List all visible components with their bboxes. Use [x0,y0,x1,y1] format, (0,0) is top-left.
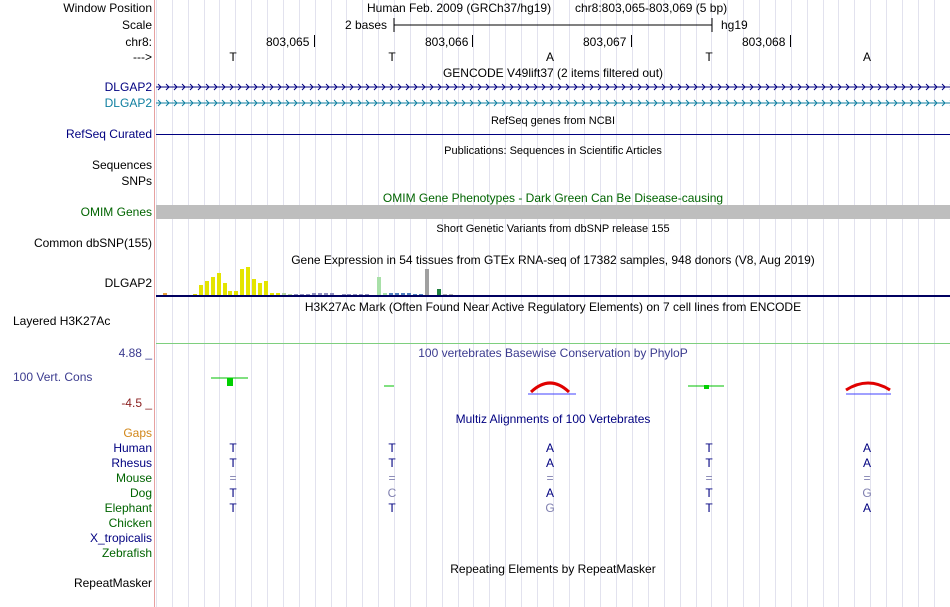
species-label[interactable]: Zebrafish [101,546,152,560]
gtex-tissue-bar[interactable] [264,281,268,295]
window-position-label: Window Position [63,1,152,15]
gtex-tissue-bar[interactable] [258,283,262,295]
gtex-track-title[interactable]: Gene Expression in 54 tissues from GTEx RNA-seq of 17382 samples, 948 donors (V8, Aug 2019) [291,253,815,267]
phylop-track-title[interactable]: 100 vertebrates Basewise Conservation by PhyloP [418,346,688,360]
gtex-tissue-bar[interactable] [377,277,381,295]
ruler-pos-1: 803,065 [266,35,310,49]
ruler-tick-2 [472,35,473,47]
species-label[interactable]: Mouse [115,471,152,485]
species-base: A [862,441,871,455]
species-base: A [545,441,554,455]
ruler-pos-4: 803,068 [742,35,786,49]
gtex-tissue-bar[interactable] [223,283,227,295]
gaps-label[interactable]: Gaps [123,426,152,440]
cons-max-label: 4.88 _ [118,346,152,360]
ruler-tick-3 [631,35,632,47]
gtex-gene-label[interactable]: DLGAP2 [104,276,152,290]
species-base: T [388,441,396,455]
ref-base-2: T [388,50,396,64]
species-label[interactable]: X_tropicalis [89,531,152,545]
ruler-pos-2: 803,066 [425,35,469,49]
gtex-tissue-bar[interactable] [217,273,221,295]
omim-track-title[interactable]: OMIM Gene Phenotypes - Dark Green Can Be Disease-causing [382,191,724,205]
window-position-value: chr8:803,065-803,069 (5 bp) [575,1,728,15]
refseq-label[interactable]: RefSeq Curated [65,127,152,141]
h3k27ac-baseline [156,343,950,344]
species-base: T [229,441,237,455]
cons-min-label: -4.5 _ [121,396,152,410]
ruler-tick-4 [790,35,791,47]
species-label[interactable]: Rhesus [111,456,152,470]
species-base: T [705,441,713,455]
omim-gene-bar[interactable] [156,205,950,219]
gtex-tissue-bar[interactable] [211,277,215,295]
snps-label[interactable]: SNPs [121,174,152,188]
gtex-tissue-bar[interactable] [252,279,256,295]
species-label[interactable]: Chicken [108,516,152,530]
species-base: T [229,501,237,515]
multiz-track-title[interactable]: Multiz Alignments of 100 Vertebrates [455,412,651,426]
phylop-signal [156,370,950,400]
scale-bar [393,17,715,33]
species-base: T [229,456,237,470]
species-base: = [705,471,713,485]
h3k27ac-label[interactable]: Layered H3K27Ac [13,314,111,328]
strand-label: ---> [133,50,152,64]
species-label[interactable]: Elephant [104,501,152,515]
gtex-tissue-bar[interactable] [425,269,429,295]
species-base: C [387,486,397,500]
gene-dlgap2-2[interactable] [156,98,950,108]
gtex-bar-chart[interactable] [156,267,950,295]
omim-label[interactable]: OMIM Genes [80,205,152,219]
species-base: G [545,501,555,515]
dbsnp-track-title[interactable]: Short Genetic Variants from dbSNP release 155 [436,223,670,235]
chr-label: chr8: [125,35,152,49]
ruler-tick-1 [314,35,315,47]
label-separator [154,0,155,607]
species-base: A [545,486,554,500]
species-base: T [388,456,396,470]
scale-label: Scale [121,18,152,32]
scale-text: 2 bases [345,18,388,32]
repeatmasker-track-title[interactable]: Repeating Elements by RepeatMasker [450,562,656,576]
gencode-track-title[interactable]: GENCODE V49lift37 (2 items filtered out) [442,66,664,80]
species-base: = [229,471,237,485]
species-base: T [388,501,396,515]
repeatmasker-label[interactable]: RepeatMasker [73,576,152,590]
species-base: A [545,456,554,470]
ref-base-1: T [229,50,237,64]
species-base: = [546,471,554,485]
species-base: T [705,501,713,515]
h3k27ac-track-title[interactable]: H3K27Ac Mark (Often Found Near Active Regulatory Elements) on 7 cell lines from ENCODE [304,300,802,314]
gene-dlgap2-1[interactable] [156,82,950,92]
scale-db: hg19 [721,18,748,32]
species-base: T [705,486,713,500]
refseq-gene-line[interactable] [156,134,950,135]
species-label[interactable]: Human [113,441,152,455]
gtex-tissue-bar[interactable] [199,285,203,295]
dbsnp-label[interactable]: Common dbSNP(155) [33,236,152,250]
refseq-track-title[interactable]: RefSeq genes from NCBI [490,115,616,127]
gtex-tissue-bar[interactable] [240,269,244,295]
publications-track-title[interactable]: Publications: Sequences in Scientific Articles [444,145,662,157]
ruler-pos-3: 803,067 [583,35,627,49]
species-base: T [705,456,713,470]
gene-label-dlgap2-2[interactable]: DLGAP2 [104,96,152,110]
gtex-gene-line [156,295,950,297]
species-base: = [388,471,396,485]
ref-base-4: T [705,50,713,64]
species-base: A [862,501,871,515]
ref-base-3: A [545,50,554,64]
sequences-label[interactable]: Sequences [91,158,152,172]
gtex-tissue-bar[interactable] [205,281,209,295]
species-base: G [862,486,872,500]
ref-base-5: A [862,50,871,64]
species-base: = [863,471,871,485]
gene-label-dlgap2-1[interactable]: DLGAP2 [104,80,152,94]
gtex-tissue-bar[interactable] [246,267,250,295]
species-base: A [862,456,871,470]
cons-label[interactable]: 100 Vert. Cons [13,370,93,384]
species-base: T [229,486,237,500]
species-label[interactable]: Dog [129,486,152,500]
assembly-title: Human Feb. 2009 (GRCh37/hg19) [367,1,552,15]
